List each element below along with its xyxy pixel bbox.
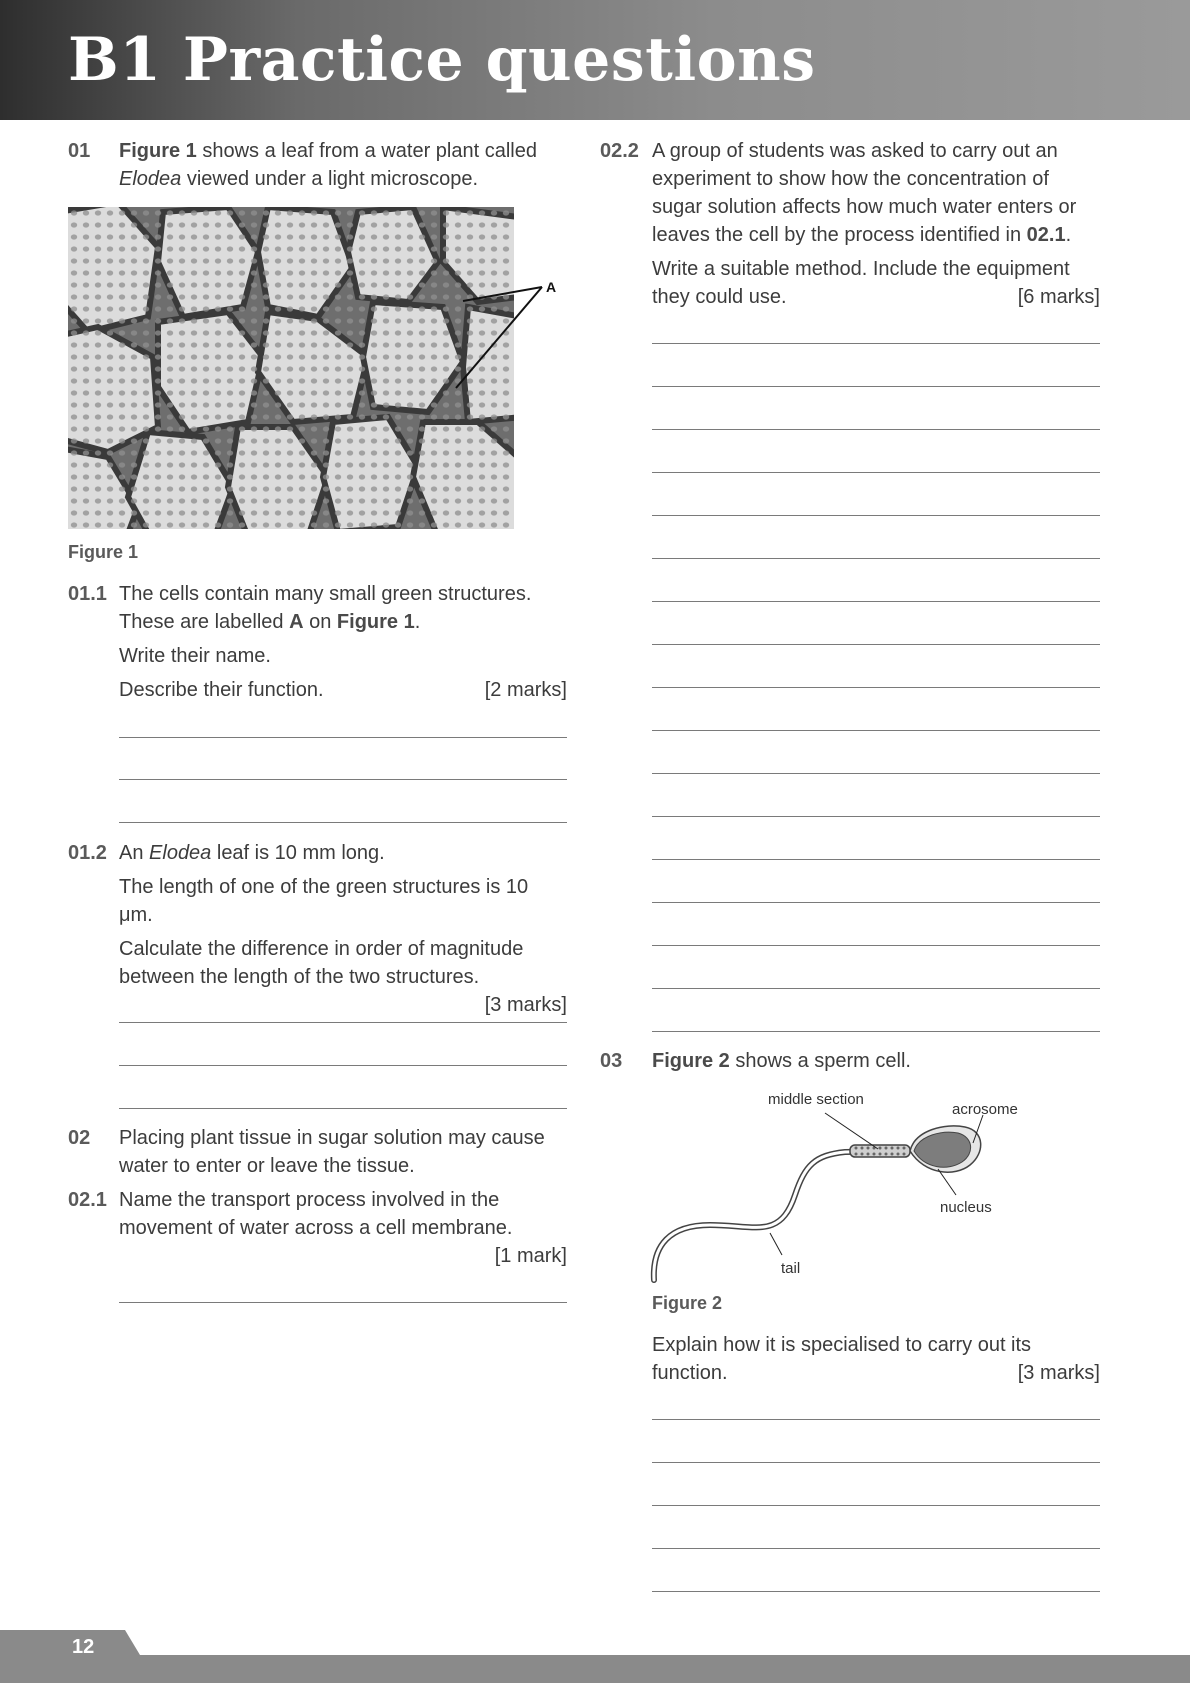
label-tail: tail [781, 1260, 801, 1277]
answer-line[interactable] [652, 558, 1100, 559]
answer-line[interactable] [652, 644, 1100, 645]
answer-line[interactable] [119, 737, 567, 738]
question-01-2-text: An Elodea leaf is 10 mm long. The length of one of the green structures is 10 μm. Calculate the difference in order of magnitude between the length of the two structures. [3 marks] [119, 839, 567, 1019]
answer-line[interactable] [652, 601, 1100, 602]
question-number-01-2: 01.2 [68, 842, 107, 864]
question-03-task: Explain how it is specialised to carry out its [3 marks] function. [652, 1331, 1100, 1387]
question-02-2-text: A group of students was asked to carry out an experiment to show how the concentration of sugar solution affects how much water enters or leaves the cell by the process identified in 02.1. Write a suitable method. Include the equipment [6 marks] they could use. [652, 137, 1100, 311]
page-title: B1 Practice questions [68, 25, 816, 95]
question-03-text: Figure 2 shows a sperm cell. [652, 1050, 911, 1072]
answer-line[interactable] [119, 1065, 567, 1066]
page-number: 12 [72, 1636, 95, 1658]
label-middle-section: middle section [768, 1091, 864, 1108]
answer-line[interactable] [652, 472, 1100, 473]
marks-02-1: [1 mark] [494, 1245, 567, 1267]
question-number-01: 01 [68, 140, 91, 162]
question-01-1-text: The cells contain many small green structures. These are labelled A on Figure 1. Write their name. [2 marks] Describe their function. [119, 580, 567, 704]
answer-line[interactable] [119, 1108, 567, 1109]
answer-line[interactable] [652, 859, 1100, 860]
page-number-tab [0, 1630, 140, 1683]
figure-1-label-a: A [546, 279, 557, 295]
answer-line[interactable] [652, 429, 1100, 430]
answer-line[interactable] [652, 515, 1100, 516]
question-number-03: 03 [600, 1050, 623, 1072]
answer-line[interactable] [119, 822, 567, 823]
figure-1-micrograph [68, 207, 558, 529]
answer-line[interactable] [652, 816, 1100, 817]
label-nucleus: nucleus [940, 1199, 992, 1216]
answer-line[interactable] [652, 988, 1100, 989]
answer-line[interactable] [652, 1419, 1100, 1420]
answer-line[interactable] [652, 343, 1100, 344]
answer-line[interactable] [119, 779, 567, 780]
answer-line[interactable] [652, 687, 1100, 688]
answer-line[interactable] [652, 730, 1100, 731]
answer-line[interactable] [652, 1548, 1100, 1549]
answer-line[interactable] [652, 1591, 1100, 1592]
answer-line[interactable] [652, 386, 1100, 387]
answer-line[interactable] [119, 1022, 567, 1023]
question-01-text: Figure 1 shows a leaf from a water plant called Elodea viewed under a light microscope. [119, 140, 537, 190]
marks-03: [3 marks] [1017, 1362, 1100, 1384]
page-header [0, 0, 1190, 120]
question-number-01-1: 01.1 [68, 583, 107, 605]
page-footer-bar [0, 1655, 1190, 1683]
marks-02-2: [6 marks] [1017, 286, 1100, 308]
label-acrosome: acrosome [952, 1101, 1018, 1118]
question-02-text: Placing plant tissue in sugar solution may cause water to enter or leave the tissue. [119, 1127, 545, 1177]
figure-2-sperm-diagram [640, 1085, 1040, 1285]
marks-01-1: [2 marks] [484, 679, 567, 701]
answer-line[interactable] [652, 1505, 1100, 1506]
question-number-02-2: 02.2 [600, 140, 639, 162]
question-02-1-text: Name the transport process involved in the movement of water across a cell membrane. [1 mark] [119, 1186, 567, 1270]
answer-line[interactable] [652, 773, 1100, 774]
answer-line[interactable] [652, 1462, 1100, 1463]
answer-line[interactable] [119, 1302, 567, 1303]
answer-line[interactable] [652, 1031, 1100, 1032]
answer-line[interactable] [652, 945, 1100, 946]
question-number-02: 02 [68, 1127, 91, 1149]
answer-line[interactable] [652, 902, 1100, 903]
figure-2-caption: Figure 2 [652, 1293, 723, 1313]
figure-1-caption: Figure 1 [68, 542, 139, 562]
question-number-02-1: 02.1 [68, 1189, 107, 1211]
marks-01-2: [3 marks] [484, 994, 567, 1016]
